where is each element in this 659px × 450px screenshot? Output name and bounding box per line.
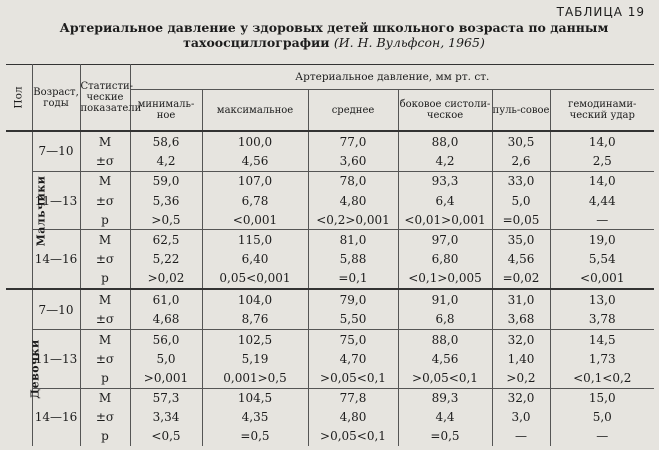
pulse-cell: 32,0 [492, 388, 550, 408]
header-hemo: гемодинами-ческий удар [568, 99, 637, 121]
age-cell: 11—13 [32, 329, 80, 388]
mean-cell: 77,0 [308, 131, 398, 152]
mean-cell: 77,8 [308, 388, 398, 408]
pulse-cell: 31,0 [492, 289, 550, 310]
min-cell: 3,34 [130, 408, 202, 427]
max-cell: 8,76 [202, 310, 308, 330]
header-sex [6, 65, 32, 132]
max-cell: 6,78 [202, 191, 308, 210]
pulse-cell: 2,6 [492, 152, 550, 172]
lateral-cell: <0,01>0,001 [398, 210, 492, 230]
header-sex-text: Пол [12, 86, 25, 109]
stat-cell: р [80, 210, 130, 230]
hemo-cell: 13,0 [550, 289, 654, 310]
max-cell: 5,19 [202, 349, 308, 368]
hemo-cell: 2,5 [592, 154, 612, 169]
stat-cell: М [80, 388, 130, 408]
min-cell: >0,02 [130, 269, 202, 290]
max-cell: 6,40 [202, 250, 308, 269]
table-body [6, 131, 654, 446]
hemo-cell: 1,73 [588, 351, 616, 366]
max-cell: 4,56 [202, 152, 308, 172]
pulse-cell: =0,02 [492, 269, 550, 290]
caption-line-2 [24, 35, 644, 50]
lateral-cell: 4,56 [398, 349, 492, 368]
hemo-cell: 14,0 [550, 171, 654, 191]
sex-cell [6, 131, 48, 289]
pulse-cell: 32,0 [492, 329, 550, 349]
min-cell: 56,0 [130, 329, 202, 349]
sex-cell [6, 289, 42, 446]
pulse-cell: 3,68 [492, 310, 550, 330]
lateral-cell: 91,0 [398, 289, 492, 310]
max-cell: 4,35 [202, 408, 308, 427]
table-row [6, 310, 654, 330]
lateral-cell: 88,0 [398, 329, 492, 349]
stat-cell: ±σ [80, 191, 130, 210]
mean-cell: 75,0 [308, 329, 398, 349]
min-cell: 5,22 [130, 250, 202, 269]
stat-cell: ±σ [80, 250, 130, 269]
pulse-cell: 5,0 [492, 191, 550, 210]
table-row [6, 131, 654, 152]
stat-cell: ±σ [80, 408, 130, 427]
table-row [6, 210, 654, 230]
hemo-cell: 3,78 [588, 312, 616, 327]
lateral-cell: =0,5 [398, 427, 492, 446]
table-row [6, 427, 654, 446]
age-cell: 14—16 [32, 230, 80, 289]
lateral-cell: <0,1>0,005 [398, 269, 492, 290]
lateral-cell: >0,05<0,1 [398, 368, 492, 388]
hemo-cell: — [596, 212, 609, 227]
stat-cell: ±σ [80, 152, 130, 172]
max-cell: 115,0 [202, 230, 308, 250]
header-max: максимальное [202, 90, 308, 132]
pulse-cell: 33,0 [492, 171, 550, 191]
pulse-cell: 30,5 [492, 131, 550, 152]
min-cell: <0,5 [130, 427, 202, 446]
pulse-cell: — [492, 427, 550, 446]
table-row [6, 230, 654, 250]
mean-cell: 5,88 [308, 250, 398, 269]
hemo-cell: 14,5 [550, 329, 654, 349]
stat-cell: М [80, 131, 130, 152]
header-pressure-group: Артериальное давление, мм рт. ст. [130, 65, 654, 90]
hemo-cell: 4,44 [588, 193, 616, 208]
hemo-cell: 5,54 [588, 252, 616, 267]
caption-line-2-text: тахоосциллографии [183, 35, 330, 50]
header-min: минималь-ное [130, 90, 202, 132]
stat-cell: ±σ [80, 349, 130, 368]
header-lateral: боковое систоли-ческое [398, 90, 492, 132]
max-cell: 107,0 [202, 171, 308, 191]
table-row [6, 408, 654, 427]
stat-cell: М [80, 329, 130, 349]
lateral-cell: 88,0 [398, 131, 492, 152]
table-row [6, 289, 654, 310]
header-pulse: пуль-совое [492, 90, 550, 132]
hemo-cell: 5,0 [592, 410, 612, 425]
min-cell: 4,68 [130, 310, 202, 330]
min-cell: 5,36 [130, 191, 202, 210]
header-age: Возраст, годы [32, 65, 80, 132]
table-row [6, 269, 654, 290]
min-cell: 61,0 [130, 289, 202, 310]
min-cell: >0,5 [130, 210, 202, 230]
stat-cell: р [80, 427, 130, 446]
pulse-cell: =0,05 [492, 210, 550, 230]
lateral-cell: 4,4 [398, 408, 492, 427]
age-cell: 11—13 [32, 171, 80, 230]
stat-cell: М [80, 171, 130, 191]
table-row [6, 368, 654, 388]
hemo-cell: 14,0 [588, 134, 616, 149]
lateral-cell: 93,3 [398, 171, 492, 191]
stat-cell: М [80, 230, 130, 250]
table-row [6, 171, 654, 191]
table-row [6, 191, 654, 210]
min-cell: 59,0 [130, 171, 202, 191]
pulse-cell: 1,40 [492, 349, 550, 368]
blood-pressure-table [6, 64, 654, 446]
hemo-cell: 15,0 [550, 388, 654, 408]
lateral-cell: 89,3 [398, 388, 492, 408]
caption-author: (И. Н. Вульфсон, 1965) [333, 35, 485, 50]
stat-cell: р [80, 269, 130, 290]
pulse-cell: 35,0 [492, 230, 550, 250]
min-cell: 5,0 [130, 349, 202, 368]
table-row [6, 329, 654, 349]
mean-cell: >0,05<0,1 [308, 368, 398, 388]
age-cell: 14—16 [32, 388, 80, 446]
stat-cell: ±σ [80, 310, 130, 330]
mean-cell: 4,80 [308, 408, 398, 427]
caption-line-1: Артериальное давление у здоровых детей школьного возраста по данным [59, 20, 609, 35]
table-row [6, 388, 654, 408]
max-cell: <0,001 [202, 210, 308, 230]
age-cell: 7—10 [32, 131, 80, 171]
lateral-cell: 4,2 [398, 152, 492, 172]
lateral-cell: 6,80 [398, 250, 492, 269]
min-cell: 58,6 [130, 131, 202, 152]
mean-cell: 81,0 [308, 230, 398, 250]
max-cell: =0,5 [202, 427, 308, 446]
mean-cell: 3,60 [308, 152, 398, 172]
max-cell: 0,05<0,001 [202, 269, 308, 290]
max-cell: 104,5 [202, 388, 308, 408]
stat-cell: М [80, 289, 130, 310]
header-mean: среднее [308, 90, 398, 132]
header-stat: Статисти-ческие показатели [80, 65, 130, 132]
min-cell: 62,5 [130, 230, 202, 250]
mean-cell: 4,80 [308, 191, 398, 210]
lateral-cell: 6,8 [398, 310, 492, 330]
mean-cell: 79,0 [308, 289, 398, 310]
table-row [6, 250, 654, 269]
lateral-cell: 97,0 [398, 230, 492, 250]
sex-label: Девочки [28, 338, 42, 399]
pulse-cell: >0,2 [492, 368, 550, 388]
mean-cell: =0,1 [308, 269, 398, 290]
table-caption [24, 20, 644, 50]
min-cell: 4,2 [130, 152, 202, 172]
table-number-label: ТАБЛИЦА 19 [556, 5, 645, 19]
mean-cell: 4,70 [308, 349, 398, 368]
max-cell: 104,0 [202, 289, 308, 310]
mean-cell: 78,0 [308, 171, 398, 191]
age-cell: 7—10 [32, 289, 80, 329]
hemo-cell: — [596, 429, 609, 444]
min-cell: >0,001 [130, 368, 202, 388]
lateral-cell: 6,4 [398, 191, 492, 210]
mean-cell: >0,05<0,1 [308, 427, 398, 446]
pulse-cell: 4,56 [492, 250, 550, 269]
max-cell: 0,001>0,5 [202, 368, 308, 388]
pulse-cell: 3,0 [492, 408, 550, 427]
stat-cell: р [80, 368, 130, 388]
hemo-cell: <0,1<0,2 [573, 370, 632, 385]
sex-label: Мальчики [34, 175, 48, 246]
table-row [6, 349, 654, 368]
table-row [6, 152, 654, 172]
hemo-cell: <0,001 [580, 271, 625, 286]
max-cell: 102,5 [202, 329, 308, 349]
hemo-cell: 19,0 [550, 230, 654, 250]
min-cell: 57,3 [130, 388, 202, 408]
mean-cell: <0,2>0,001 [308, 210, 398, 230]
mean-cell: 5,50 [308, 310, 398, 330]
max-cell: 100,0 [202, 131, 308, 152]
